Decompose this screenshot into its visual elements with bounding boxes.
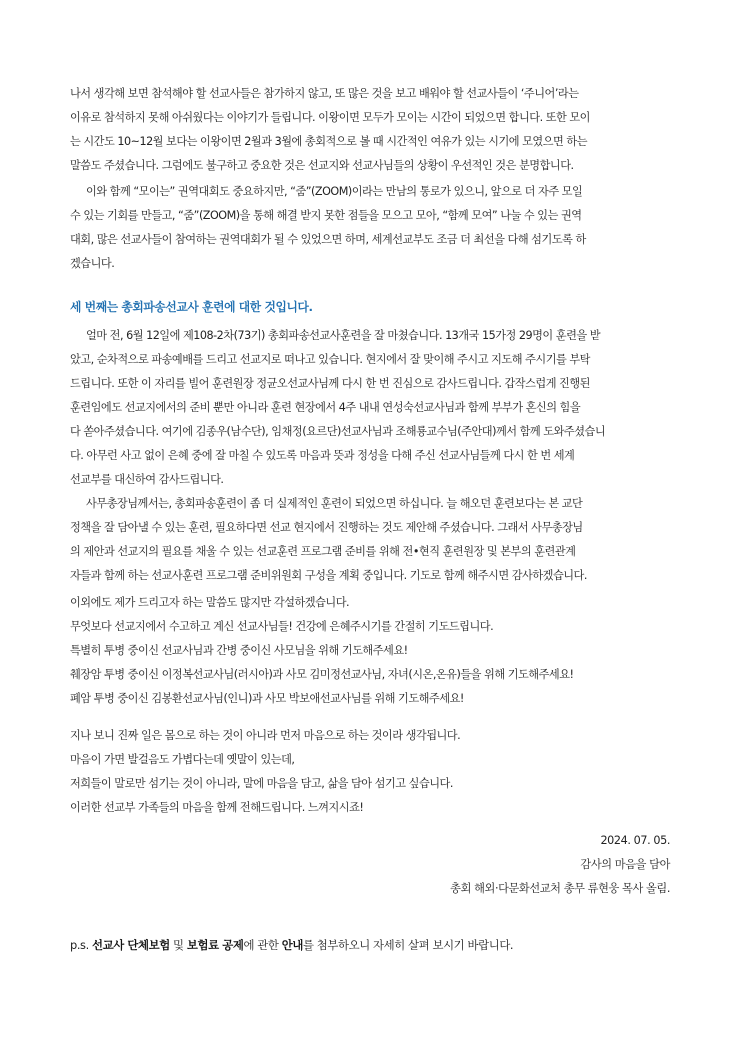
ps-text: 에 관한 xyxy=(243,938,282,952)
text-line: 사무총장님께서는, 총회파송훈련이 좀 더 실제적인 훈련이 되었으면 하십니다. 늘 해오던 훈련보다는 본 교단 xyxy=(86,497,583,510)
letter-date: 2024. 07. 05. xyxy=(600,834,670,847)
author-signature: 총회 해외·다문화선교처 총무 류현웅 목사 올림. xyxy=(450,882,670,895)
closing-phrase: 감사의 마음을 담아 xyxy=(580,858,670,871)
text-line: 얼마 전, 6월 12일에 제108-2차(73기) 총회파송선교사훈련을 잘 마쳤습니다. 13개국 15가정 29명이 훈련을 받 xyxy=(86,329,601,342)
paragraph-training-plan xyxy=(70,492,670,588)
ps-deduction: 보험료 공제 xyxy=(186,938,244,952)
text-line: 췌장암 투병 중이신 이정복선교사님(러시아)과 사모 김미정선교사님, 자녀(시온,온유)들을 위해 기도해주세요! xyxy=(70,668,574,681)
paragraph-gathering-feedback xyxy=(70,82,670,178)
text-line: 지나 보니 진짜 일은 몸으로 하는 것이 아니라 먼저 마음으로 하는 것이라 생각됩니다. xyxy=(70,729,461,742)
text-line: 대회, 많은 선교사들이 참여하는 권역대회가 될 수 있었으면 하며, 세계선교부도 조금 더 최선을 다해 섬기도록 하 xyxy=(70,233,586,246)
ps-text: 및 xyxy=(169,938,187,952)
text-line: 았고, 순차적으로 파송예배를 드리고 선교지로 떠나고 있습니다. 현지에서 잘 맞이해 주시고 지도해 주시기를 부탁 xyxy=(70,353,590,366)
paragraph-closing-thoughts xyxy=(70,724,460,820)
text-line: 정책을 잘 담아낼 수 있는 훈련, 필요하다면 선교 현지에서 진행하는 것도 제안해 주셨습니다. 그래서 사무총장님 xyxy=(70,521,583,534)
ps-notice: 안내 xyxy=(281,938,303,952)
paragraph-training-report xyxy=(70,324,670,492)
text-line: 나서 생각해 보면 참석해야 할 선교사들은 참가하지 않고, 또 많은 것을 보고 배워야 할 선교사들이 ‘주니어’라는 xyxy=(70,87,579,100)
ps-insurance-link: 선교사 단체보험 xyxy=(92,938,170,952)
ps-text: 를 첨부하오니 자세히 살펴 보시기 바랍니다. xyxy=(302,938,514,952)
section-heading: 세 번째는 총회파송선교사 훈련에 대한 것입니다. xyxy=(70,300,313,314)
text-line: 말씀도 주셨습니다. 그럼에도 불구하고 중요한 것은 선교지와 선교사님들의 상황이 우선적인 것은 분명합니다. xyxy=(70,159,574,172)
text-line: 드립니다. 또한 이 자리를 빌어 훈련원장 정균오선교사님께 다시 한 번 진심으로 감사드립니다. 갑작스럽게 진행된 xyxy=(70,377,590,390)
text-line: 이러한 선교부 가족들의 마음을 함께 전해드립니다. 느껴지시죠! xyxy=(70,801,364,814)
text-line: 의 제안과 선교지의 필요를 채울 수 있는 선교훈련 프로그램 준비를 위해 전•현직 훈련원장 및 본부의 훈련관계 xyxy=(70,545,576,558)
signature-block xyxy=(450,829,670,901)
text-line: 이유로 참석하지 못해 아쉬웠다는 이야기가 들립니다. 이왕이면 모두가 모이는 시간이 되었으면 합니다. 또한 모이 xyxy=(70,111,590,124)
text-line: 이와 함께 “모이는” 권역대회도 중요하지만, “줌”(ZOOM)이라는 만남의 통로가 있으니, 앞으로 더 자주 모일 xyxy=(86,185,583,198)
text-line: 겠습니다. xyxy=(70,257,115,270)
text-line: 훈련임에도 선교지에서의 준비 뿐만 아니라 훈련 현장에서 4주 내내 연성숙선교사님과 함께 부부가 혼신의 힘을 xyxy=(70,401,581,414)
text-line: 다. 아무런 사고 없이 은혜 중에 잘 마칠 수 있도록 마음과 뜻과 정성을 다해 주신 선교사님들께 다시 한 번 세계 xyxy=(70,449,575,462)
text-line: 수 있는 기회를 만들고, “줌”(ZOOM)을 통해 해결 받지 못한 점들을 모으고 모아, “함께 모여” 나눌 수 있는 권역 xyxy=(70,209,582,222)
text-line: 저희들이 말로만 섬기는 것이 아니라, 말에 마음을 담고, 삶을 담아 섬기고 싶습니다. xyxy=(70,777,453,790)
text-line: 폐암 투병 중이신 김봉환선교사님(인니)과 사모 박보애선교사님를 위해 기도해주세요! xyxy=(70,692,464,705)
text-line: 선교부를 대신하여 감사드립니다. xyxy=(70,473,224,486)
paragraph-zoom-meetings xyxy=(70,180,670,276)
text-line: 마음이 가면 발걸음도 가볍다는데 옛말이 있는데, xyxy=(70,753,295,766)
text-line: 특별히 투병 중이신 선교사님과 간병 중이신 사모님을 위해 기도해주세요! xyxy=(70,644,408,657)
text-line: 이외에도 제가 드리고자 하는 말씀도 많지만 각설하겠습니다. xyxy=(70,596,350,609)
text-line: 무엇보다 선교지에서 수고하고 계신 선교사님들! 건강에 은혜주시기를 간절히 기도드립니다. xyxy=(70,620,494,633)
text-line: 는 시간도 10~12월 보다는 이왕이면 2월과 3월에 총회적으로 볼 때 시간적인 여유가 있는 시기에 모였으면 하는 xyxy=(70,135,588,148)
ps-prefix: p.s. xyxy=(70,938,93,952)
postscript xyxy=(70,933,513,957)
paragraph-prayer-requests xyxy=(70,591,574,711)
text-line: 다 쏟아주셨습니다. 여기에 김종우(남수단), 임채정(요르단)선교사님과 조해룡교수님(주안대)께서 함께 도와주셨습니 xyxy=(70,425,606,438)
text-line: 자들과 함께 하는 선교사훈련 프로그램 준비위원회 구성을 계획 중입니다. 기도로 함께 해주시면 감사하겠습니다. xyxy=(70,569,587,582)
